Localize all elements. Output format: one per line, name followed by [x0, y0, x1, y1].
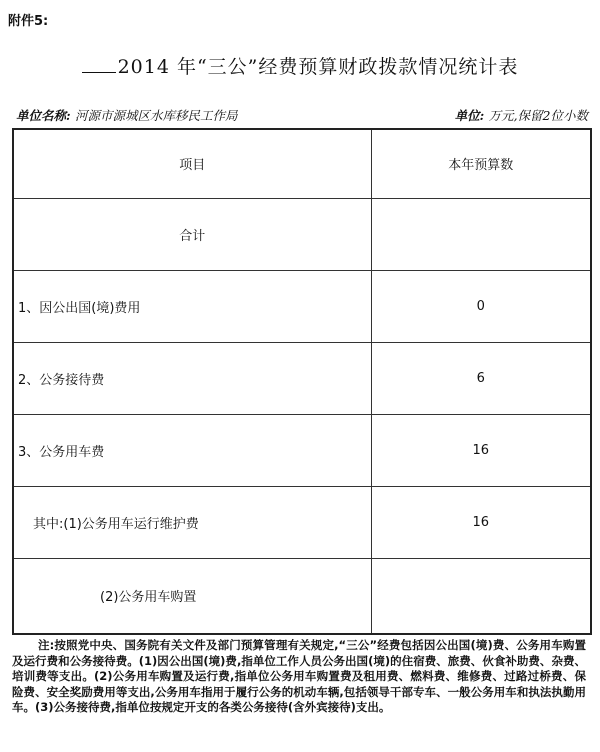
title-text: 2014 年“三公”经费预算财政拨款情况统计表 [117, 56, 519, 78]
unit-name-label: 单位名称: [16, 108, 71, 123]
row-value: 0 [371, 270, 591, 342]
table-row [13, 558, 591, 634]
unit-label: 单位: [454, 108, 485, 123]
table-row [13, 486, 591, 558]
footnote: 注:按照党中央、国务院有关文件及部门预算管理有关规定,“三公”经费包括因公出国(境)费、公务用车购置及运行费和公务接待费。(1)因公出国(境)费,指单位工作人员公务出国(境)的住宿费、旅费、伙食补助费、杂费、培训费等支出。(2)公务用车购置及运行费,指单位公务用车购置费及租用费、燃料费、维修费、过路过桥费、保险费、安全奖励费用等支出,公务用车指用于履行公务的机动车辆,包括领导干部专车、一般公务用车和执法执勤用车。(3)公务接待费,指单位按规定开支的各类公务接待(含外宾接待)支出。 [12, 638, 586, 715]
row-item: 2、公务接待费 [13, 342, 371, 414]
page-title [0, 52, 600, 79]
row-value: 16 [371, 414, 591, 486]
table-row [13, 198, 591, 270]
attachment-label: 附件5: [8, 14, 49, 29]
row-item: 1、因公出国(境)费用 [13, 270, 371, 342]
row-value [371, 198, 591, 270]
header-budget: 本年预算数 [371, 129, 591, 198]
table-row [13, 414, 591, 486]
row-value: 16 [371, 486, 591, 558]
row-value [371, 558, 591, 634]
table-row [13, 270, 591, 342]
unit-name [16, 106, 238, 124]
unit-name-value: 河源市源城区水库移民工作局 [74, 108, 238, 123]
unit-info [455, 106, 588, 124]
row-item: 3、公务用车费 [13, 414, 371, 486]
table-header-row [13, 129, 591, 198]
budget-table [12, 128, 592, 635]
header-item: 项目 [13, 129, 371, 198]
title-blank-line [82, 54, 116, 73]
unit-value: 万元,保留2位小数 [488, 108, 588, 123]
row-value: 6 [371, 342, 591, 414]
row-item: 其中:(1)公务用车运行维护费 [13, 486, 371, 558]
row-item: (2)公务用车购置 [13, 558, 371, 634]
table-row [13, 342, 591, 414]
row-item: 合计 [13, 198, 371, 270]
